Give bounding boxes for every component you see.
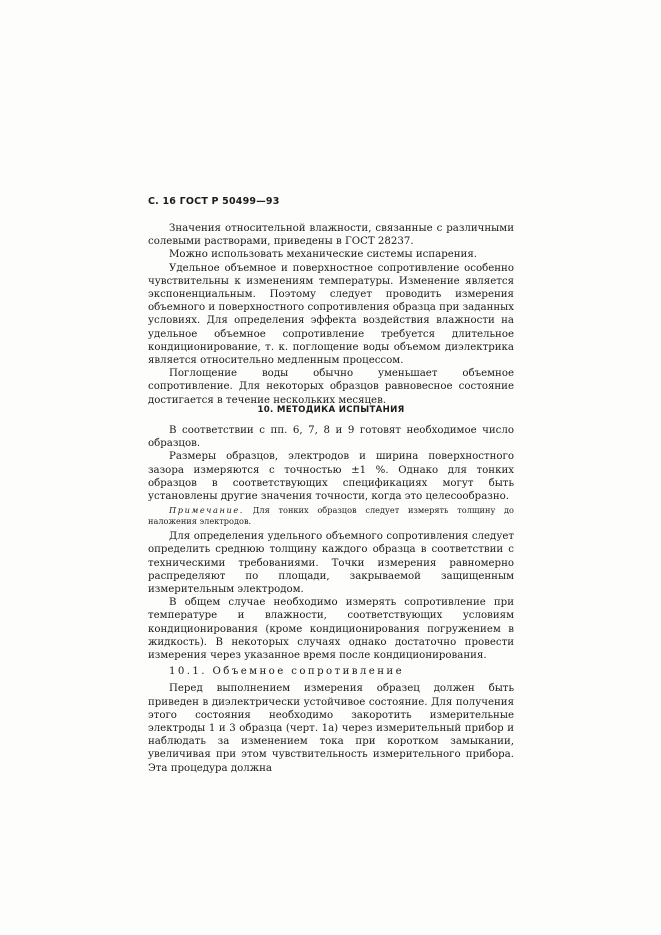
paragraph-before-measurement: Перед выполнением измерения образец должен быть приведен в диэлектрически устойчивое состояние. Для получения этого состояния необходимо закоротить измерительные электроды 1 и 3 образца (черт. 1а) через измерительный прибор и наблюдать за изменением тока при коротком замыкании, увеличивая при этом чувствительность измерительного прибора. Эта процедура должна <box>148 683 514 774</box>
method-block <box>148 424 514 775</box>
paragraph-absorption: Поглощение воды обычно уменьшает объемное сопротивление. Для некоторых образцов равновесное состояние достигается в течение нескольких месяцев. <box>148 368 514 406</box>
paragraph-humidity: Значения относительной влажности, связанные с различными солевыми растворами, приведены в ГОСТ 28237. <box>148 223 514 248</box>
note <box>148 505 514 527</box>
note-text: Для тонких образцов следует измерять толщину до наложения электродов. <box>148 505 514 527</box>
subsection-title: 10.1. Объемное сопротивление <box>169 666 405 678</box>
conditioning-block <box>148 222 514 407</box>
page-header: С. 16 ГОСТ Р 50499—93 <box>148 196 280 207</box>
paragraph-mechanical: Можно использовать механические системы испарения. <box>169 249 477 261</box>
paragraph-prepare: В соответствии с пп. 6, 7, 8 и 9 готовят необходимое число образцов. <box>148 425 514 450</box>
paragraph-sensitivity: Удельное объемное и поверхностное сопротивление особенно чувствительны к изменениям температуры. Изменение является экспоненциальным. Поэтому следует проводить измерения объемного и поверхностного сопротивления образца при заданных условиях. Для определения эффекта воздействия влажности на удельное объемное сопротивление требуется длительное кондиционирование, т. к. поглощение воды объемом диэлектрика является относительно медленным процессом. <box>148 262 514 367</box>
paragraph-dimensions: Размеры образцов, электродов и ширина поверхностного зазора измеряются с точностью ±1 %. Однако для тонких образцов в соответствующих спецификациях могут быть установлены другие значения точности, когда это целесообразно. <box>148 451 514 503</box>
paragraph-volume-resistivity: Для определения удельного объемного сопротивления следует определить среднюю толщину каждого образца в соответствии с техническими требованиями. Точки измерения равномерно распределяют по площади, закрываемой защищенным измерительным электродом. <box>148 531 514 596</box>
section-title: 10. МЕТОДИКА ИСПЫТАНИЯ <box>257 405 405 415</box>
paragraph-general-case: В общем случае необходимо измерять сопротивление при температуре и влажности, соответствующих условиям кондиционирования (кроме кондиционирования погружением в жидкость). В некоторых случаях однако достаточно провести измерения через указанное время после кондиционирования. <box>148 597 514 662</box>
note-label: Примечание. <box>169 505 244 516</box>
